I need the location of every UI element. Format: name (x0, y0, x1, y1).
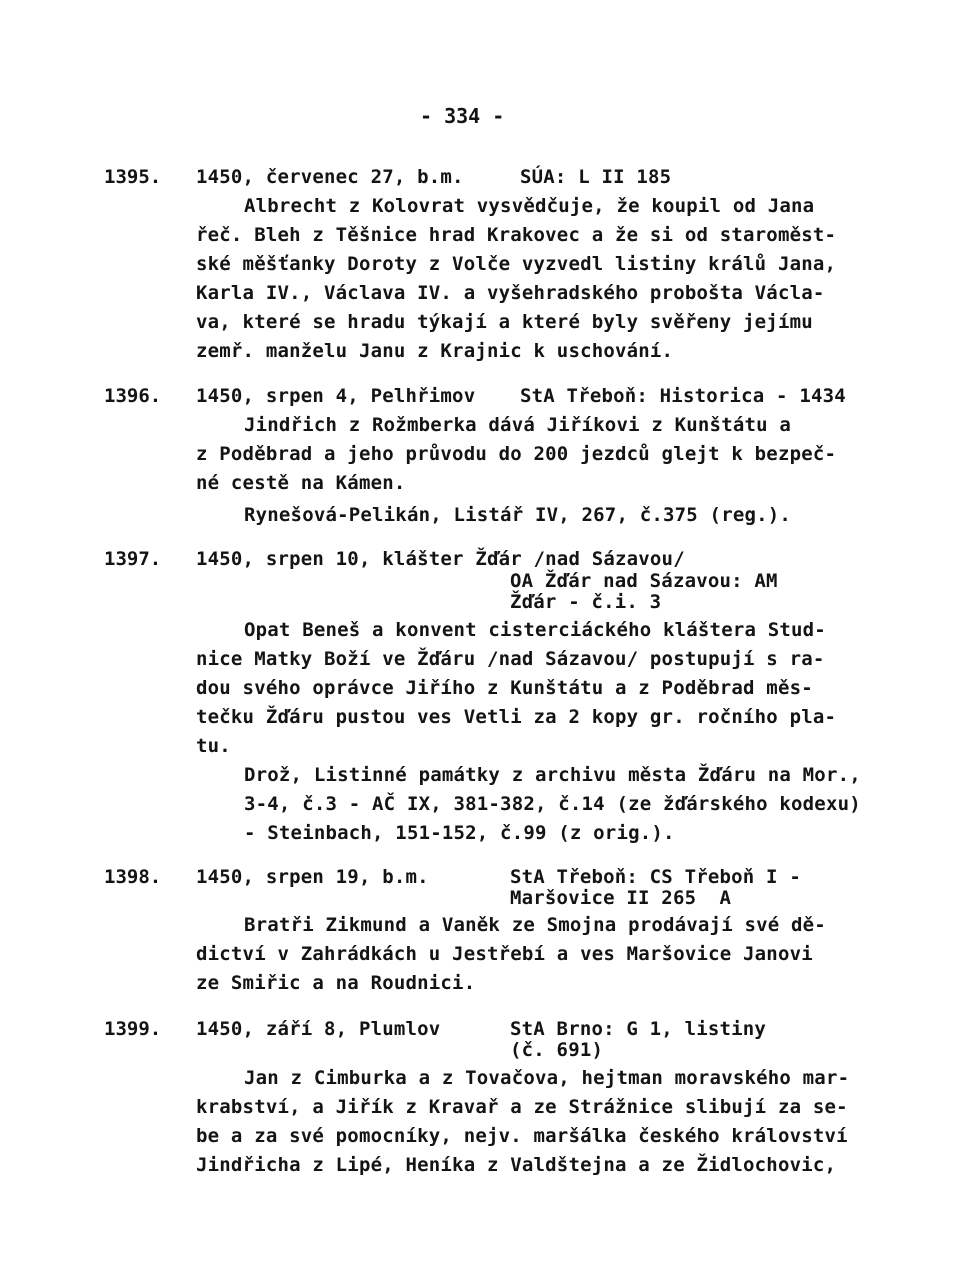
entry-text-line: ské měšťanky Doroty z Volče vyzvedl listiny králů Jana, (196, 253, 837, 275)
entry-reference: Drož, Listinné památky z archivu města Žďáru na Mor., (244, 764, 861, 786)
entry-date-place: 1450, červenec 27, b.m. (196, 166, 464, 188)
entry-text-line: Bratři Zikmund a Vaněk ze Smojna prodávají své dě- (244, 914, 826, 936)
entry-text-line: be a za své pomocníky, nejv. maršálka českého království (196, 1125, 848, 1147)
page-number: - 334 - (420, 104, 505, 128)
entry-archive-source: SÚA: L II 185 (520, 166, 672, 188)
entry-date-place: 1450, září 8, Plumlov (196, 1018, 441, 1040)
entry-text-line: krabství, a Jiřík z Kravař a ze Strážnice slibují za se- (196, 1096, 848, 1118)
entry-text-line: Jan z Cimburka a z Tovačova, hejtman moravského mar- (244, 1067, 850, 1089)
entry-number: 1397. (104, 548, 162, 570)
entry-archive-source: Maršovice II 265 A (510, 887, 732, 909)
entry-reference: - Steinbach, 151-152, č.99 (z orig.). (244, 822, 675, 844)
entry-reference: Rynešová-Pelikán, Listář IV, 267, č.375 (reg.). (244, 504, 792, 526)
entry-number: 1395. (104, 166, 162, 188)
entry-text-line: né cestě na Kámen. (196, 472, 406, 494)
entry-text-line: dou svého oprávce Jiřího z Kunštátu a z Poděbrad měs- (196, 677, 813, 699)
entry-text-line: z Poděbrad a jeho průvodu do 200 jezdců glejt k bezpeč- (196, 443, 837, 465)
entry-text-line: ze Smiřic a na Roudnici. (196, 972, 476, 994)
entry-date-place: 1450, srpen 4, Pelhřimov (196, 385, 476, 407)
entry-reference: 3-4, č.3 - AČ IX, 381-382, č.14 (ze žďárského kodexu) (244, 793, 861, 815)
entry-archive-source: StA Třeboň: CS Třeboň I - (510, 866, 801, 888)
entry-text-line: Opat Beneš a konvent cisterciáckého kláštera Stud- (244, 619, 826, 641)
entry-date-place: 1450, srpen 19, b.m. (196, 866, 429, 888)
entry-text-line: Albrecht z Kolovrat vysvědčuje, že koupil od Jana (244, 195, 815, 217)
entry-text-line: Jindřicha z Lipé, Heníka z Valdštejna a ze Židlochovic, (196, 1154, 837, 1176)
entry-text-line: tu. (196, 735, 231, 757)
entry-number: 1398. (104, 866, 162, 888)
entry-text-line: va, které se hradu týkají a které byly svěřeny jejímu (196, 311, 813, 333)
entry-text-line: zemř. manželu Janu z Krajnic k uschování. (196, 340, 674, 362)
entry-text-line: Jindřich z Rožmberka dává Jiříkovi z Kunštátu a (244, 414, 792, 436)
entry-date-place: 1450, srpen 10, klášter Žďár /nad Sázavou/ (196, 548, 685, 570)
entry-text-line: řeč. Bleh z Těšnice hrad Krakovec a že si od staroměst- (196, 224, 837, 246)
entry-archive-source: Žďár - č.i. 3 (510, 591, 662, 613)
entry-archive-source: OA Žďár nad Sázavou: AM (510, 570, 778, 592)
entry-number: 1399. (104, 1018, 162, 1040)
entry-text-line: tečku Žďáru pustou ves Vetli za 2 kopy gr. ročního pla- (196, 706, 837, 728)
entry-archive-source: StA Brno: G 1, listiny (510, 1018, 767, 1040)
entry-number: 1396. (104, 385, 162, 407)
entry-text-line: nice Matky Boží ve Žďáru /nad Sázavou/ postupují s ra- (196, 648, 825, 670)
entry-text-line: dictví v Zahrádkách u Jestřebí a ves Maršovice Janovi (196, 943, 813, 965)
entry-archive-source: (č. 691) (510, 1039, 604, 1061)
entry-archive-source: StA Třeboň: Historica - 1434 (520, 385, 846, 407)
entry-text-line: Karla IV., Václava IV. a vyšehradského probošta Václa- (196, 282, 825, 304)
